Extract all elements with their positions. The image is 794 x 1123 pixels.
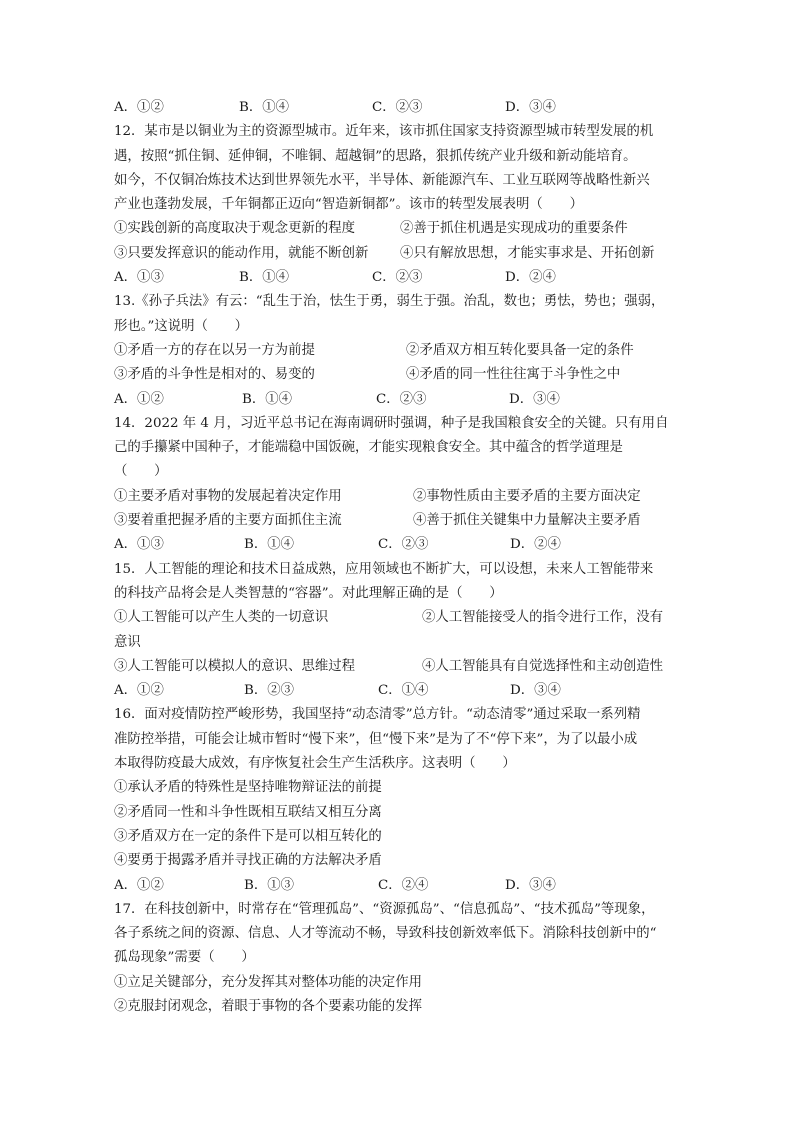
q14-option-c: C．②③	[378, 537, 429, 553]
q14-option-b: B．①④	[244, 537, 295, 553]
q12-items-row	[114, 217, 682, 241]
q12-items-row	[114, 242, 682, 266]
q13-items-row	[114, 363, 682, 387]
q16-option-c: C．②④	[378, 877, 429, 893]
q15-item-4: ④人工智能具有自觉选择性和主动创造性	[422, 658, 664, 674]
q14-item-4: ④善于抓住关键集中力量解决主要矛盾	[413, 513, 641, 529]
q15-items-row	[114, 606, 682, 630]
q15-option-b: B．②③	[244, 683, 295, 699]
q12-item-3: ③只要发挥意识的能动作用，就能不断创新	[114, 245, 369, 261]
q16-item-3: ③矛盾双方在一定的条件下是可以相互转化的	[114, 828, 382, 844]
q13-option-c: C．②③	[376, 391, 427, 407]
q13-items-row	[114, 339, 682, 363]
q13-stem-line: 13.《孙子兵法》有云：“乱生于治，怯生于勇，弱生于强。治乱，数也；勇怯，势也；强弱，	[114, 294, 665, 310]
q14-option-d: D．②④	[510, 537, 561, 553]
q12-option-a: A．①③	[114, 270, 164, 286]
q14-item-2: ②事物性质由主要矛盾的主要方面决定	[413, 488, 641, 504]
q15-items-row	[114, 655, 682, 679]
q17-stem-line: 17．在科技创新中，时常存在“管理孤岛”、“资源孤岛”、“信息孤岛”、“技术孤岛”等现象，	[114, 901, 655, 917]
q12-item-2: ②善于抓住机遇是实现成功的重要条件	[400, 221, 628, 237]
q12-stem-line: 如今，不仅铜冶炼技术达到世界领先水平，半导体、新能源汽车、工业互联网等战略性新兴	[114, 172, 650, 188]
q15-item-2: ②人工智能接受人的指令进行工作，没有	[422, 610, 664, 626]
q15-item-1: ①人工智能可以产生人类的一切意识	[114, 610, 329, 626]
q16-item-1: ①承认矛盾的特殊性是坚持唯物辩证法的前提	[114, 780, 382, 796]
q13-options	[114, 388, 682, 412]
q16-option-a: A．①②	[114, 877, 164, 893]
q12-item-1: ①实践创新的高度取决于观念更新的程度	[114, 221, 356, 237]
q12-stem-line: 产业也蓬勃发展，千年铜都正迈向“智造新铜都”。该市的转型发展表明（ ）	[114, 197, 583, 213]
q15-stem-line: 15．人工智能的理论和技术日益成熟，应用领域也不断扩大，可以设想，未来人工智能带来	[114, 561, 654, 577]
q14-stem-line: 己的手攥紧中国种子，才能端稳中国饭碗，才能实现粮食安全。其中蕴含的哲学道理是	[114, 440, 623, 456]
q14-item-1: ①主要矛盾对事物的发展起着决定作用	[114, 488, 342, 504]
q12-options	[114, 266, 682, 290]
q14-items-row	[114, 509, 682, 533]
q15-item-2-continued: 意识	[114, 634, 141, 650]
q16-option-b: B．①③	[244, 877, 295, 893]
q11-option-b: B．①④	[239, 100, 290, 115]
q14-item-3: ③要着重把握矛盾的主要方面抓住主流	[114, 513, 342, 529]
q11-option-d: D．③④	[505, 100, 556, 115]
q14-options	[114, 533, 682, 557]
q15-option-c: C．①④	[378, 683, 429, 699]
q13-item-1: ①矛盾一方的存在以另一方为前提	[114, 342, 315, 358]
q13-item-3: ③矛盾的斗争性是相对的、易变的	[114, 367, 315, 383]
q16-option-d: D．③④	[505, 877, 556, 893]
q14-stem-line: （ ）	[114, 464, 168, 480]
q13-option-a: A．①②	[114, 391, 164, 407]
q13-option-d: D．③④	[509, 391, 560, 407]
q16-options	[114, 874, 682, 898]
q13-item-2: ②矛盾双方相互转化要具备一定的条件	[406, 342, 634, 358]
q12-option-c: C．②③	[372, 270, 423, 286]
q15-option-a: A．①②	[114, 683, 164, 699]
q13-item-4: ④矛盾的同一性往往寓于斗争性之中	[406, 367, 621, 383]
q11-option-a: A．①②	[114, 100, 164, 115]
q13-option-b: B．①④	[242, 391, 293, 407]
q16-stem-line: 本取得防疫最大成效，有序恢复社会生产生活秩序。这表明（ ）	[114, 756, 516, 772]
q12-option-b: B．①④	[239, 270, 290, 286]
q12-stem-line: 遇，按照“抓住铜、延伸铜，不唯铜、超越铜”的思路，狠抓传统产业升级和新动能培育。	[114, 148, 637, 164]
q13-stem-line: 形也。”这说明（ ）	[114, 318, 249, 334]
q17-item-1: ①立足关键部分，充分发挥其对整体功能的决定作用	[114, 974, 422, 990]
q14-option-a: A．①③	[114, 537, 164, 553]
q15-option-d: D．③④	[510, 683, 561, 699]
q14-stem-line: 14．2022 年 4 月，习近平总书记在海南调研时强调，种子是我国粮食安全的关键。只有用自	[114, 415, 669, 431]
q11-option-c: C．②③	[372, 100, 423, 115]
q15-options	[114, 679, 682, 703]
q12-stem-line: 12．某市是以铜业为主的资源型城市。近年来，该市抓住国家支持资源型城市转型发展的机	[114, 124, 654, 140]
q11-options	[114, 96, 682, 120]
q16-stem-line: 准防控举措，可能会让城市暂时“慢下来”，但“慢下来”是为了不“停下来”，为了以最小成	[114, 731, 638, 747]
exam-page	[114, 96, 682, 1019]
q12-item-4: ④只有解放思想，才能实事求是、开拓创新	[400, 245, 655, 261]
q17-stem-line: 各子系统之间的资源、信息、人才等流动不畅，导致科技创新效率低下。消除科技创新中的“	[114, 926, 657, 942]
q16-stem-line: 16．面对疫情防控严峻形势，我国坚持“动态清零”总方针。“动态清零”通过采取一系列精	[114, 707, 641, 723]
q17-stem-line: 孤岛现象”需要（ ）	[114, 950, 255, 966]
q16-item-2: ②矛盾同一性和斗争性既相互联结又相互分离	[114, 804, 382, 820]
q15-stem-line: 的科技产品将会是人类智慧的“容器”。对此理解正确的是（ ）	[114, 585, 503, 601]
q12-option-d: D．②④	[505, 270, 556, 286]
q15-item-3: ③人工智能可以模拟人的意识、思维过程	[114, 658, 356, 674]
q17-item-2: ②克服封闭观念，着眼于事物的各个要素功能的发挥	[114, 998, 422, 1014]
q14-items-row	[114, 485, 682, 509]
q16-item-4: ④要勇于揭露矛盾并寻找正确的方法解决矛盾	[114, 853, 382, 869]
